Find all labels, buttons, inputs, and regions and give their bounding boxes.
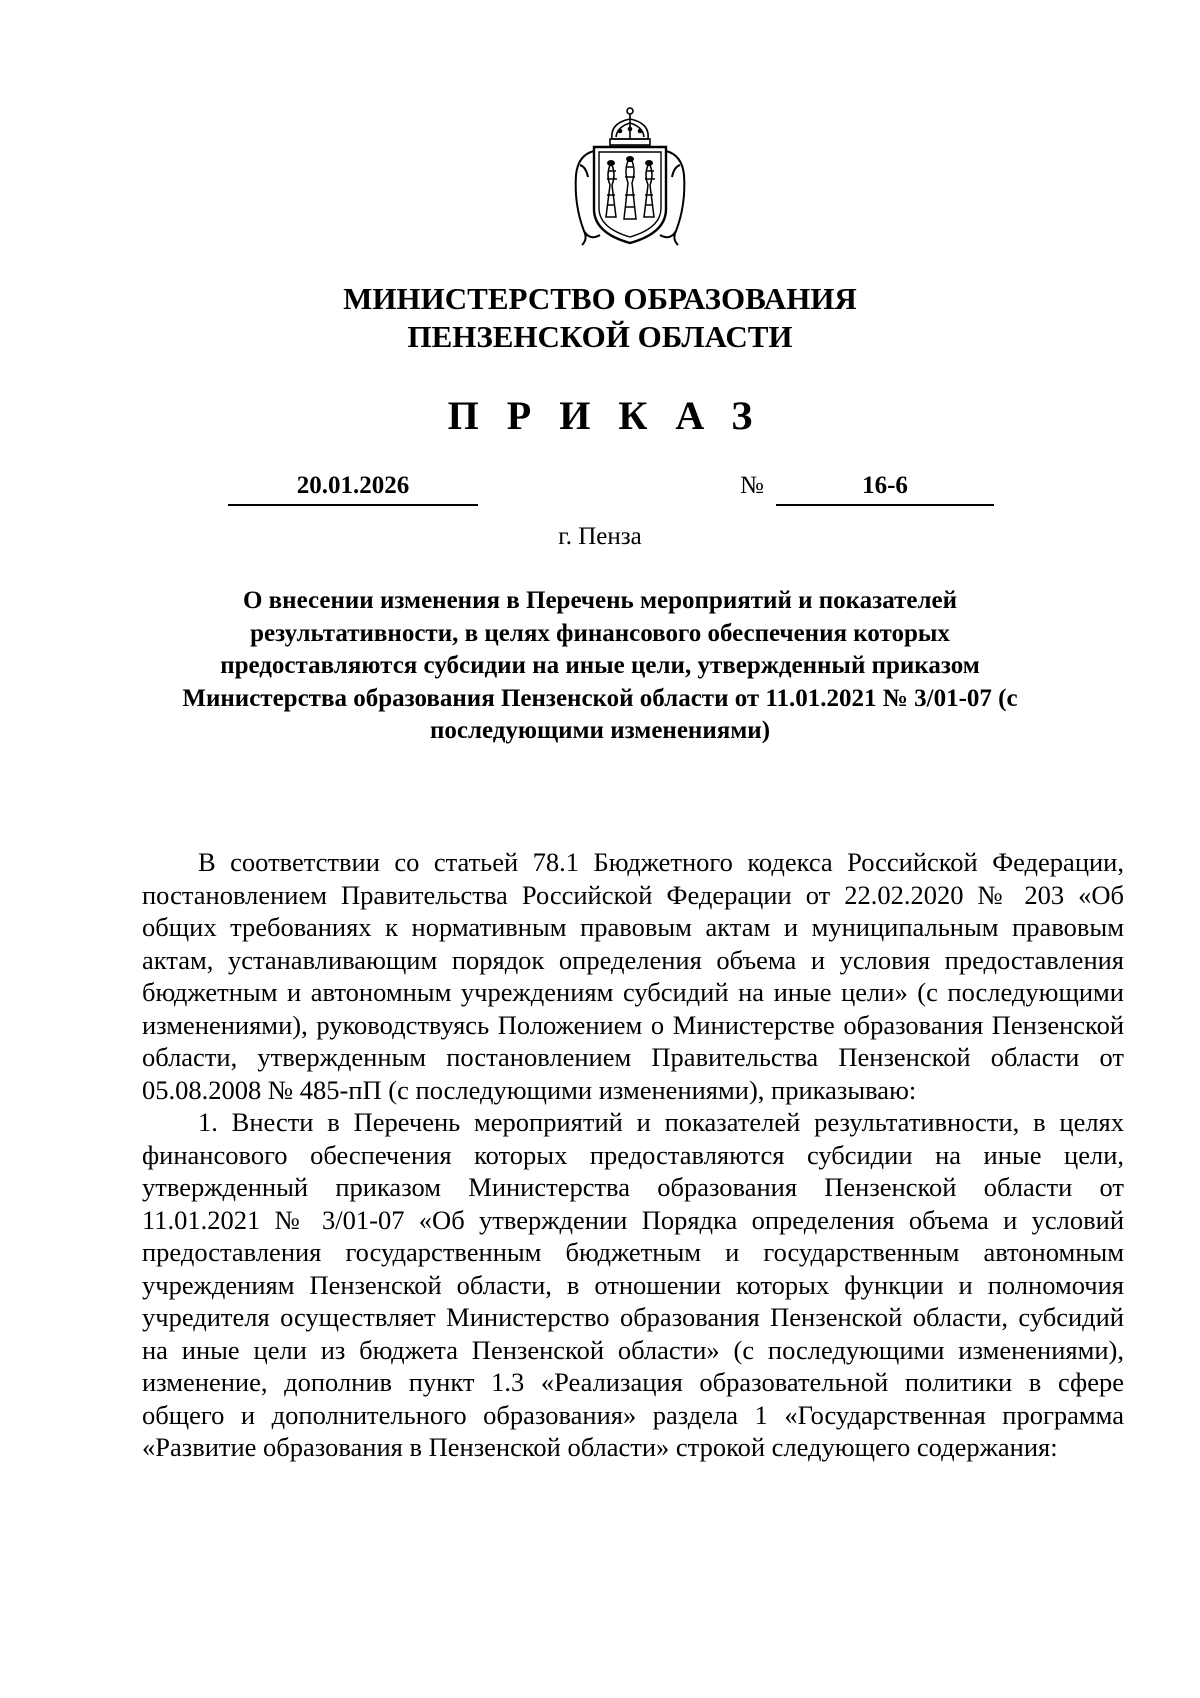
document-number: 16-6	[776, 468, 994, 506]
document-body	[142, 846, 1124, 1464]
number-sign: №	[740, 472, 764, 499]
document-type-title: ПРИКАЗ	[447, 393, 781, 438]
document-date: 20.01.2026	[228, 468, 478, 506]
ministry-line-2: ПЕНЗЕНСКОЙ ОБЛАСТИ	[407, 319, 793, 354]
ministry-line-1: МИНИСТЕРСТВО ОБРАЗОВАНИЯ	[343, 281, 857, 316]
coat-of-arms-icon	[570, 105, 690, 250]
document-city: г. Пенза	[558, 523, 642, 550]
body-paragraph-1: В соответствии со статьей 78.1 Бюджетного кодекса Российской Федерации, постановлением Правительства Российской Федерации от 22.02.2020 № 203 «Об общих требованиях к нормативным правовым актам и муниципальным правовым актам, устанавливающим порядок определения объема и условия предоставления бюджетным и автономным учреждениям субсидий на иные цели» (с последующими изменениями), руководствуясь Положением о Министерстве образования Пензенской области, утвержденным постановлением Правительства Пензенской области от 05.08.2008 № 485-пП (с последующими изменениями), приказываю:	[142, 847, 1124, 1105]
document-subject: О внесении изменения в Перечень мероприятий и показателей результативности, в целях финансового обеспечения которых предоставляются субсидии на иные цели, утвержденный приказом Министерства образования Пензенской области от 11.01.2021 № 3/01-07 (с последующими изменениями)	[182, 587, 1018, 744]
body-paragraph-2: 1. Внести в Перечень мероприятий и показателей результативности, в целях финансового обеспечения которых предоставляются субсидии на иные цели, утвержденный приказом Министерства образования Пензенской области от 11.01.2021 № 3/01-07 «Об утверждении Порядка определения объема и условий предоставления государственным бюджетным и государственным автономным учреждениям Пензенской области, в отношении которых функции и полномочия учредителя осуществляет Министерство образования Пензенской области, субсидий на иные цели из бюджета Пензенской области» (с последующими изменениями), изменение, дополнив пункт 1.3 «Реализация образовательной политики в сфере общего и дополнительного образования» раздела 1 «Государственная программа «Развитие образования в Пензенской области» строкой следующего содержания:	[142, 1107, 1124, 1462]
ministry-name	[0, 280, 1200, 356]
